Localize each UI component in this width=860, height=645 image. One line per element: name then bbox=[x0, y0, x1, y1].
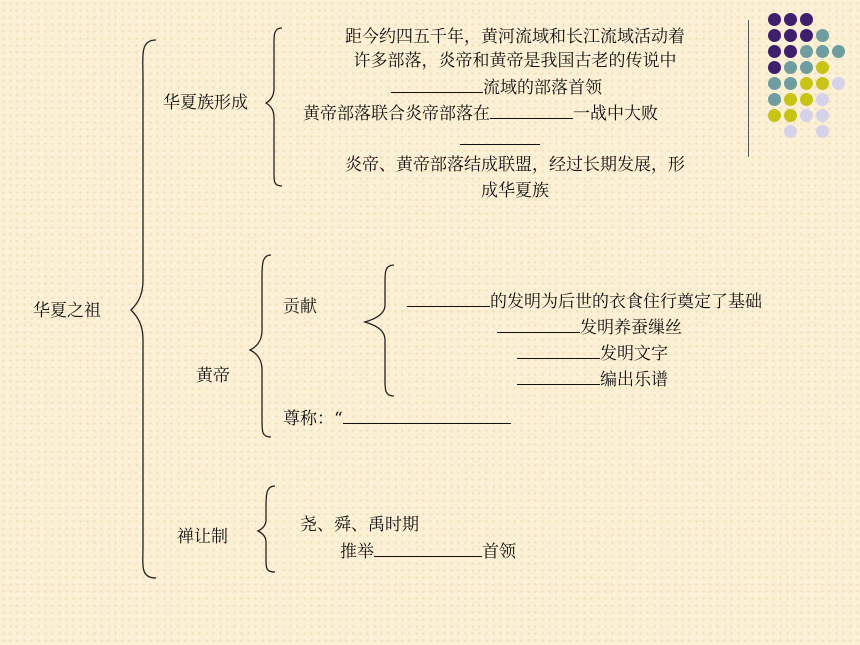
divider-line bbox=[748, 20, 749, 157]
answer-blank[interactable] bbox=[517, 342, 600, 359]
dot bbox=[816, 93, 829, 106]
answer-blank[interactable] bbox=[374, 540, 482, 557]
dot bbox=[768, 109, 781, 122]
dot bbox=[784, 29, 797, 42]
dot bbox=[800, 77, 813, 90]
formation-text-5 bbox=[460, 128, 540, 151]
dot bbox=[816, 109, 829, 122]
shanrang-label: 禅让制 bbox=[177, 527, 228, 547]
dot bbox=[832, 77, 845, 90]
answer-blank[interactable] bbox=[497, 316, 580, 333]
dot bbox=[784, 61, 797, 74]
shanrang-text-2: 推举 首领 bbox=[340, 542, 516, 562]
formation-text-7: 成华夏族 bbox=[481, 181, 549, 201]
contribution-4: 编出乐谱 bbox=[517, 368, 668, 391]
dot bbox=[800, 61, 813, 74]
dot bbox=[784, 125, 797, 138]
answer-blank[interactable] bbox=[490, 102, 573, 119]
dot bbox=[800, 109, 813, 122]
huangdi-label: 黄帝 bbox=[196, 366, 230, 386]
dot bbox=[816, 77, 829, 90]
dot bbox=[816, 61, 829, 74]
root-node: 华夏之祖 bbox=[33, 301, 101, 321]
answer-blank[interactable] bbox=[343, 407, 511, 424]
dot bbox=[768, 77, 781, 90]
contribution-3: 发明文字 bbox=[517, 342, 668, 365]
contrib-brace bbox=[365, 265, 394, 396]
decorative-dots bbox=[760, 10, 860, 145]
dot bbox=[768, 45, 781, 58]
answer-blank[interactable] bbox=[517, 368, 600, 385]
dot bbox=[816, 125, 829, 138]
dot bbox=[784, 77, 797, 90]
dot bbox=[800, 29, 813, 42]
dot bbox=[768, 13, 781, 26]
dot bbox=[768, 93, 781, 106]
dot bbox=[784, 109, 797, 122]
dot bbox=[784, 13, 797, 26]
huangdi-brace bbox=[250, 255, 271, 437]
dot bbox=[832, 45, 845, 58]
answer-blank[interactable] bbox=[407, 290, 490, 307]
shanrang-brace bbox=[258, 486, 275, 572]
dot bbox=[768, 61, 781, 74]
answer-blank[interactable] bbox=[460, 128, 540, 145]
formation-brace bbox=[266, 28, 282, 186]
dot bbox=[816, 29, 829, 42]
formation-text-1: 距今约四五千年，黄河流域和长江流域活动着 bbox=[345, 27, 685, 47]
formation-text-2: 许多部落，炎帝和黄帝是我国古老的传说中 bbox=[353, 51, 677, 71]
dot bbox=[800, 93, 813, 106]
dot bbox=[784, 93, 797, 106]
dot bbox=[800, 13, 813, 26]
dot bbox=[784, 45, 797, 58]
formation-label: 华夏族形成 bbox=[163, 93, 248, 113]
honorific-title: 尊称：“ bbox=[283, 407, 511, 430]
shanrang-text-1: 尧、舜、禹时期 bbox=[300, 515, 419, 535]
answer-blank[interactable] bbox=[391, 76, 483, 93]
formation-text-6: 炎帝、黄帝部落结成联盟，经过长期发展，形 bbox=[345, 155, 685, 175]
dot bbox=[768, 29, 781, 42]
contribution-2: 发明养蚕缫丝 bbox=[497, 316, 682, 339]
dot bbox=[800, 45, 813, 58]
contribution-label: 贡献 bbox=[283, 297, 317, 317]
dot bbox=[816, 45, 829, 58]
formation-text-3: 流域的部落首领 bbox=[391, 76, 602, 99]
contribution-1: 的发明为后世的衣食住行奠定了基础 bbox=[407, 290, 762, 313]
main-brace bbox=[131, 40, 156, 578]
formation-text-4: 黄帝部落联合炎帝部落在 一战中大败 bbox=[303, 104, 658, 124]
